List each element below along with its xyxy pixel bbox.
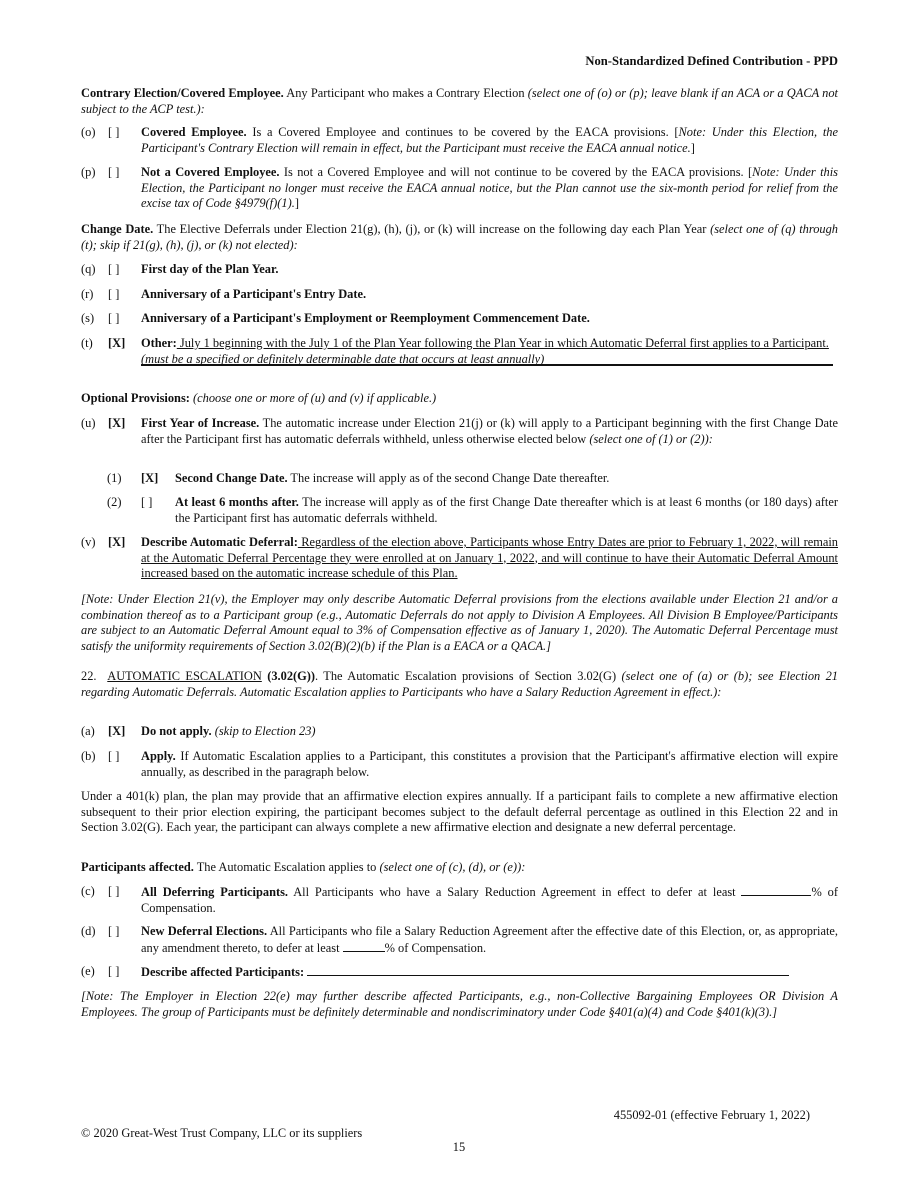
option-label: (o) bbox=[81, 125, 96, 139]
checkbox-checked[interactable]: [X] bbox=[141, 471, 159, 485]
document-id: 455092-01 (effective February 1, 2022) bbox=[613, 1108, 810, 1122]
checkbox[interactable]: [ ] bbox=[108, 262, 120, 276]
checkbox[interactable]: [ ] bbox=[108, 311, 120, 325]
option-label: (e) bbox=[81, 964, 95, 978]
option-q[interactable]: (q) [ ] First day of the Plan Year. bbox=[81, 262, 279, 276]
option-label: (q) bbox=[81, 262, 96, 276]
participants-affected-intro: Participants affected. The Automatic Escalation applies to (select one of (c), (d), or (e)): bbox=[81, 860, 526, 874]
section-heading: Optional Provisions: bbox=[81, 391, 190, 405]
document-header: Non-Standardized Defined Contribution - PPD bbox=[585, 54, 838, 68]
describe-participants-input[interactable] bbox=[307, 964, 789, 976]
option-s[interactable]: (s) [ ] Anniversary of a Participant's Employment or Reemployment Commencement Date. bbox=[81, 311, 590, 325]
field-hint: (must be a specified or definitely determinable date that occurs at least annually) bbox=[141, 351, 545, 366]
page-number: 15 bbox=[452, 1140, 466, 1154]
suboption-2[interactable]: (2) [ ] At least 6 months after. The increase will apply as of the first Change Date thereafter which is at least 6 months (or 180 days) after the Participant first has automatic deferrals withheld. bbox=[107, 495, 839, 525]
section-heading: Participants affected. bbox=[81, 860, 194, 874]
checkbox[interactable]: [ ] bbox=[108, 125, 120, 139]
escalation-paragraph: Under a 401(k) plan, the plan may provide that an affirmative election expires annually. If a participant fails to complete a new affirmative election subsequent to their prior election expiring, the participant becomes subject to the default deferral percentage as outlined in this Election 22 and in Section 3.02(G). Each year, the participant can always complete a new affirmative election and designate a new deferral percentage. bbox=[81, 789, 838, 834]
option-label: (b) bbox=[81, 749, 96, 763]
option-d[interactable]: (d) [ ] New Deferral Elections. All Participants who file a Salary Reduction Agreement after the effective date of this Election, or, as appropriate, any amendment thereto, to defer at least % of Compensation. bbox=[81, 924, 838, 955]
option-label: (r) bbox=[81, 287, 94, 301]
fill-underline bbox=[141, 364, 833, 366]
option-label: (2) bbox=[107, 495, 122, 509]
option-label: (c) bbox=[81, 884, 95, 898]
note-22e: [Note: The Employer in Election 22(e) may further describe affected Participants, e.g., non-Collective Bargaining Employees OR Division A Employees. The group of Participants must be definitely determinable and nondiscriminatory under Code §401(a)(4) and Code §401(k)(3).] bbox=[81, 989, 838, 1019]
contrary-election-intro: Contrary Election/Covered Employee. Any Participant who makes a Contrary Election (select one of (o) or (p); leave blank if an ACA or a QACA not subject to the ACP test.): bbox=[81, 86, 838, 116]
option-t[interactable]: (t) [X] Other: July 1 beginning with the July 1 of the Plan Year following the Plan Year in which Automatic Deferral first applies to a Participant. (must be a specified or definitely determinable date that occurs at least annually) bbox=[81, 336, 838, 367]
option-label: (1) bbox=[107, 471, 122, 485]
option-p[interactable]: (p) [ ] Not a Covered Employee. Is not a Covered Employee and will not continue to be covered by the EACA provisions. [Note: Under this Election, the Participant no longer must receive the EACA annual notice, but the Plan cannot use the six-month period for relief from the excise tax of Code §4979(f)(1).] bbox=[81, 165, 838, 210]
optional-provisions-intro: Optional Provisions: (choose one or more of (u) and (v) if applicable.) bbox=[81, 391, 437, 405]
percent-input[interactable] bbox=[741, 884, 811, 896]
option-v[interactable]: (v) [X] Describe Automatic Deferral: Regardless of the election above, Participants whose Entry Dates are prior to February 1, 2022, will remain at the Automatic Deferral Percentage they were enrolled at on January 1, 2022, and will continue to have their Automatic Deferral Amount increased based on the automatic increase schedule of this Plan. bbox=[81, 535, 838, 580]
checkbox-checked[interactable]: [X] bbox=[108, 535, 126, 549]
percent-input[interactable] bbox=[343, 940, 385, 952]
automatic-deferral-description-field[interactable]: Regardless of the election above, Participants whose Entry Dates are prior to February 1, 2022, will remain at the Automatic Deferral Percentage they were enrolled at on January 1, 2022, and will continue to have their Automatic Deferral Amount increased based on the automatic increase schedule of this Plan. bbox=[141, 535, 838, 580]
section-heading: Contrary Election/Covered Employee. bbox=[81, 86, 284, 100]
option-b[interactable]: (b) [ ] Apply. If Automatic Escalation applies to a Participant, this constitutes a provision that the Participant's affirmative election will expire annually, as described in the paragraph below. bbox=[81, 749, 838, 779]
option-c[interactable]: (c) [ ] All Deferring Participants. All Participants who have a Salary Reduction Agreement in effect to defer at least % of Compensation. bbox=[81, 884, 838, 915]
option-label: (u) bbox=[81, 416, 96, 430]
checkbox[interactable]: [ ] bbox=[108, 964, 120, 978]
other-date-field[interactable]: July 1 beginning with the July 1 of the Plan Year following the Plan Year in which Automatic Deferral first applies to a Participant. bbox=[176, 336, 829, 350]
option-u[interactable]: (u) [X] First Year of Increase. The automatic increase under Election 21(j) or (k) will apply to a Participant beginning with the first Change Date after the Participant first has automatic deferrals withheld, unless otherwise elected below (select one of (1) or (2)): bbox=[81, 416, 838, 446]
option-label: (s) bbox=[81, 311, 95, 325]
option-label: (d) bbox=[81, 924, 96, 938]
section-22-intro: 22. AUTOMATIC ESCALATION (3.02(G)). The Automatic Escalation provisions of Section 3.02(G) (select one of (a) or (b); see Election 21 regarding Automatic Deferrals. Automatic Escalation applies to Participants who have a Salary Reduction Agreement in effect.): bbox=[81, 669, 838, 699]
checkbox[interactable]: [ ] bbox=[108, 884, 120, 898]
option-a[interactable]: (a) [X] Do not apply. (skip to Election 23) bbox=[81, 724, 316, 738]
section-number: 22. bbox=[81, 669, 97, 683]
option-e[interactable]: (e) [ ] Describe affected Participants: bbox=[81, 964, 838, 981]
checkbox[interactable]: [ ] bbox=[108, 749, 120, 763]
checkbox-checked[interactable]: [X] bbox=[108, 416, 126, 430]
option-label: (a) bbox=[81, 724, 95, 738]
checkbox[interactable]: [ ] bbox=[108, 924, 120, 938]
option-label: (p) bbox=[81, 165, 96, 179]
checkbox[interactable]: [ ] bbox=[141, 495, 153, 509]
note-21v: [Note: Under Election 21(v), the Employer may only describe Automatic Deferral provisions from the elections available under Election 21 and/or a combination thereof as to a Participant group (e.g., Automatic Deferrals do not apply to Division A Employees. All Division B Employee/Participants are subject to an Automatic Deferral Amount equal to 3% of Compensation effective as of January 1, 2020). The Automatic Deferral Percentage must satisfy the uniformity requirements of Section 3.02(B)(2)(b) if the Plan is a EACA or a QACA.] bbox=[81, 592, 838, 653]
section-heading: Change Date. bbox=[81, 222, 154, 236]
option-label: (v) bbox=[81, 535, 96, 549]
option-o[interactable]: (o) [ ] Covered Employee. Is a Covered Employee and continues to be covered by the EACA provisions. [Note: Under this Election, the Participant's Contrary Election will remain in effect, but the Participant must receive the EACA annual notice.] bbox=[81, 125, 838, 155]
checkbox[interactable]: [ ] bbox=[108, 165, 120, 179]
option-label: (t) bbox=[81, 336, 93, 350]
section-title: AUTOMATIC ESCALATION bbox=[107, 669, 262, 683]
checkbox-checked[interactable]: [X] bbox=[108, 724, 126, 738]
suboption-1[interactable]: (1) [X] Second Change Date. The increase will apply as of the second Change Date thereafter. bbox=[107, 471, 610, 485]
checkbox[interactable]: [ ] bbox=[108, 287, 120, 301]
checkbox-checked[interactable]: [X] bbox=[108, 336, 126, 350]
change-date-intro: Change Date. The Elective Deferrals under Election 21(g), (h), (j), or (k) will increase on the following day each Plan Year (select one of (q) through (t); skip if 21(g), (h), (j), or (k) not elected): bbox=[81, 222, 838, 252]
copyright: © 2020 Great-West Trust Company, LLC or its suppliers bbox=[81, 1126, 363, 1140]
option-r[interactable]: (r) [ ] Anniversary of a Participant's Entry Date. bbox=[81, 287, 367, 301]
